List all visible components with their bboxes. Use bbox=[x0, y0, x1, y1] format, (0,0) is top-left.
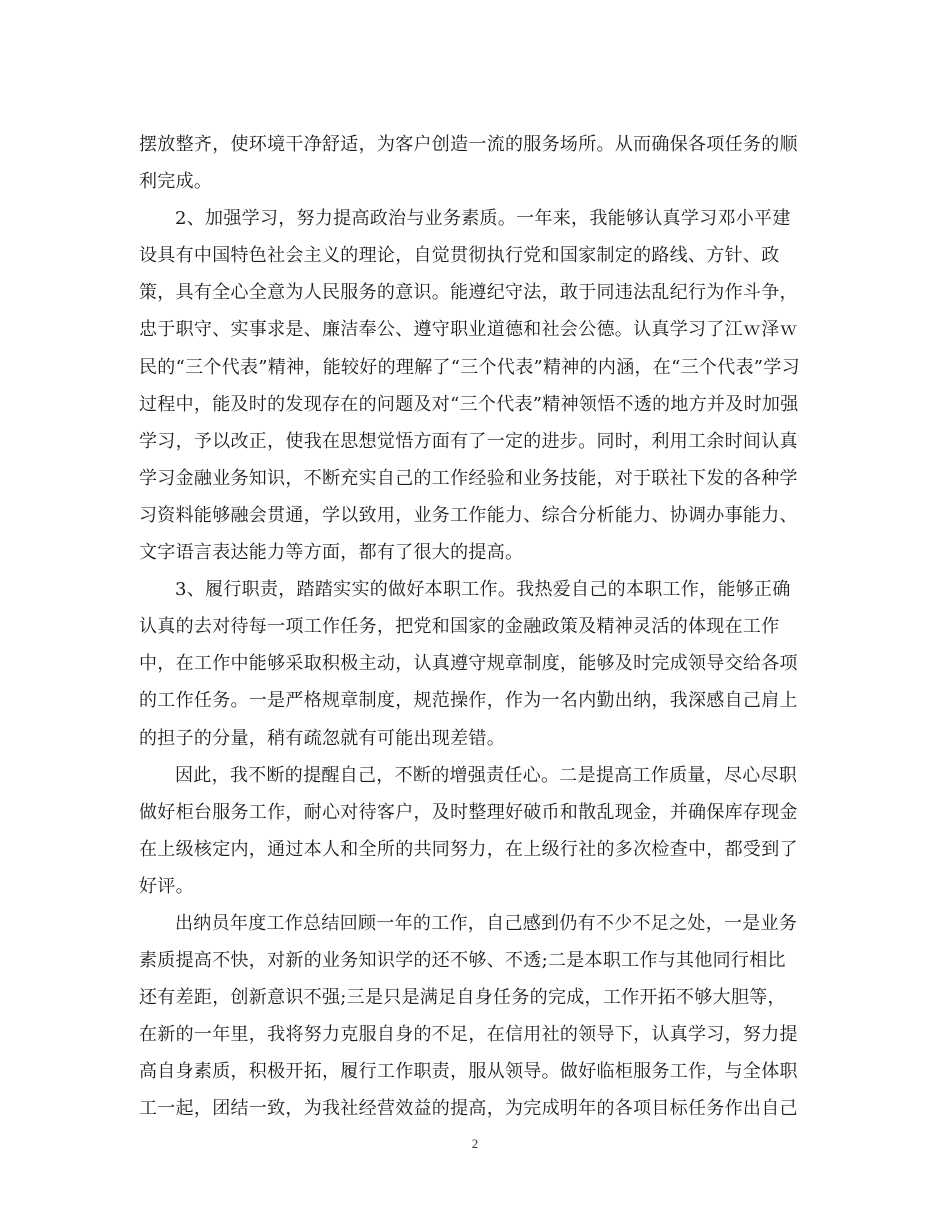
text-line: 在上级核定内，通过本人和全所的共同努力，在上级行社的多次检查中，都受到了 bbox=[139, 838, 798, 860]
body-text bbox=[139, 126, 829, 1128]
text-line: 文字语言表达能力等方面，都有了很大的提高。 bbox=[139, 542, 524, 564]
page-number: 2 bbox=[471, 1136, 479, 1151]
text-line: 还有差距，创新意识不强;三是只是满足自身任务的完成，工作开拓不够大胆等， bbox=[139, 987, 786, 1009]
text-line: 民的“三个代表”精神，能较好的理解了“三个代表”精神的内涵，在“三个代表”学习 bbox=[139, 356, 800, 378]
text-line: 学习金融业务知识，不断充实自己的工作经验和业务技能，对于联社下发的各种学 bbox=[139, 467, 798, 489]
text-line: 的担子的分量，稍有疏忽就有可能出现差错。 bbox=[139, 727, 505, 749]
text-line: 认真的去对待每一项工作任务，把党和国家的金融政策及精神灵活的体现在工作 bbox=[139, 616, 780, 638]
text-line: 摆放整齐，使环境干净舒适，为客户创造一流的服务场所。从而确保各项任务的顺 bbox=[139, 134, 798, 155]
text-line: 的工作任务。一是严格规章制度，规范操作，作为一名内勤出纳，我深感自己肩上 bbox=[139, 690, 798, 712]
text-line: 高自身素质，积极开拓，履行工作职责，服从领导。做好临柜服务工作，与全体职 bbox=[139, 1061, 798, 1083]
paragraph-start-line: 2、加强学习，努力提高政治与业务素质。一年来，我能够认真学习邓小平建 bbox=[175, 208, 791, 230]
text-line: 习资料能够融会贯通，学以致用，业务工作能力、综合分析能力、协调办事能力、 bbox=[139, 504, 798, 526]
text-line: 设具有中国特色社会主义的理论，自觉贯彻执行党和国家制定的路线、方针、政 bbox=[139, 245, 780, 267]
text-line: 学习，予以改正，使我在思想觉悟方面有了一定的进步。同时，利用工余时间认真 bbox=[139, 430, 798, 452]
text-line: 在新的一年里，我将努力克服自身的不足，在信用社的领导下，认真学习，努力提 bbox=[139, 1024, 798, 1046]
paragraph-start-line: 3、履行职责，踏踏实实的做好本职工作。我热爱自己的本职工作，能够正确 bbox=[175, 579, 791, 601]
text-line: 利完成。 bbox=[139, 171, 213, 193]
text-line: 工一起，团结一致，为我社经营效益的提高，为完成明年的各项目标任务作出自己 bbox=[139, 1098, 798, 1120]
text-line: 做好柜台服务工作，耐心对待客户，及时整理好破币和散乱现金，并确保库存现金 bbox=[139, 801, 798, 823]
text-line: 过程中，能及时的发现存在的问题及对“三个代表”精神领悟不透的地方并及时加强 bbox=[139, 393, 799, 415]
paragraph-start-line: 因此，我不断的提醒自己，不断的增强责任心。二是提高工作质量，尽心尽职 bbox=[175, 764, 798, 786]
text-line: 中，在工作中能够采取积极主动，认真遵守规章制度，能够及时完成领导交给各项 bbox=[139, 653, 798, 675]
text-line: 好评。 bbox=[139, 875, 194, 897]
paragraph-start-line: 出纳员年度工作总结回顾一年的工作，自己感到仍有不少不足之处，一是业务 bbox=[175, 912, 798, 934]
text-line: 策，具有全心全意为人民服务的意识。能遵纪守法，敢于同违法乱纪行为作斗争， bbox=[139, 282, 798, 304]
text-line: 素质提高不快，对新的业务知识学的还不够、不透;二是本职工作与其他同行相比 bbox=[139, 950, 786, 972]
text-line: 忠于职守、实事求是、廉洁奉公、遵守职业道德和社会公德。认真学习了江ｗ泽ｗ bbox=[139, 319, 798, 341]
